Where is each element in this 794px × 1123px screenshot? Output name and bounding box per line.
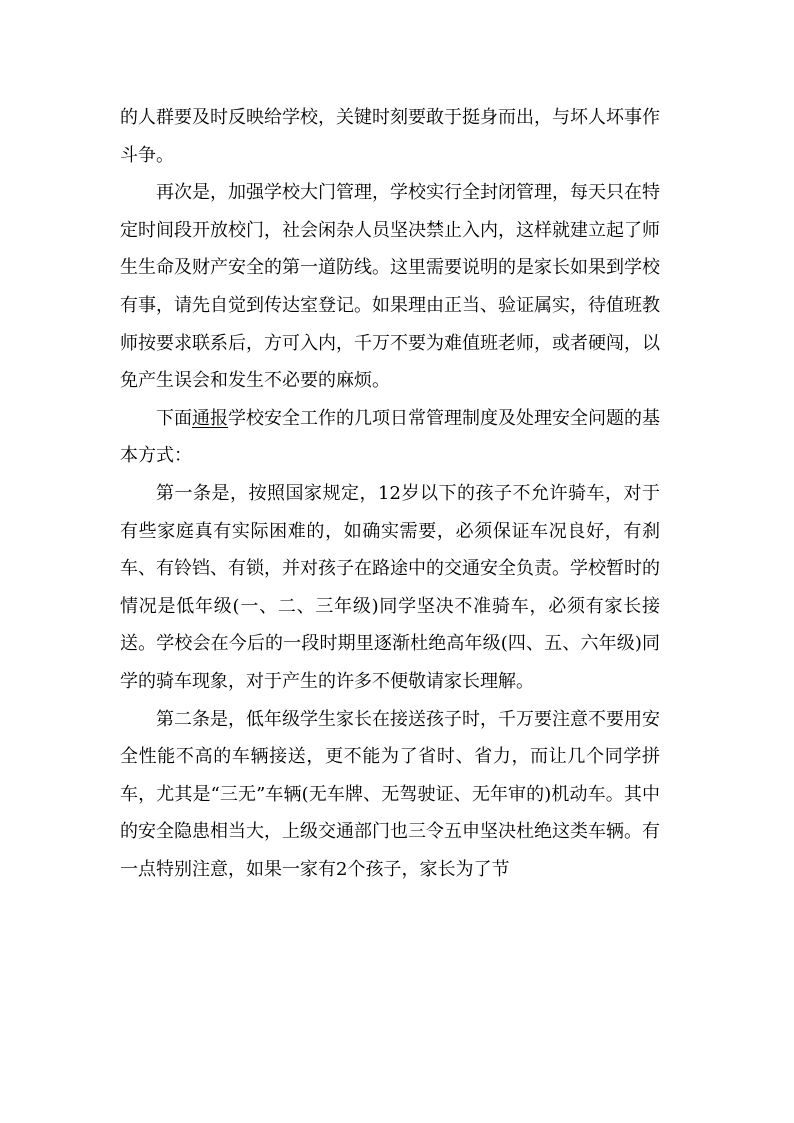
paragraph-gate-management: 再次是，加强学校大门管理，学校实行全封闭管理，每天只在特定时间段开放校门，社会闲杂人员坚决禁止入内，这样就建立起了师生生命及财产安全的第一道防线。这里需要说明的是家长如果到学校有事，请先自觉到传达室登记。如果理由正当、验证属实，待值班教师按要求联系后，方可入内，千万不要为难值班老师，或者硬闯，以免产生误会和发生不必要的麻烦。 bbox=[120, 182, 660, 392]
paragraph-intro-rules bbox=[120, 400, 660, 475]
underlined-word: 通报 bbox=[192, 407, 228, 429]
intro-text-after: 学校安全工作的几项日常管理制度及处理安全问题的基本方式： bbox=[120, 407, 660, 467]
paragraph-continuation: 的人群要及时反映给学校，关键时刻要敢于挺身而出，与坏人坏事作斗争。 bbox=[120, 107, 660, 166]
paragraph-rule-two: 第二条是，低年级学生家长在接送孩子时，千万要注意不要用安全性能不高的车辆接送，更不能为了省时、省力，而让几个同学拼车，尤其是“三无”车辆(无车牌、无驾驶证、无年审的)机动车。其中的安全隐患相当大，上级交通部门也三令五申坚决杜绝这类车辆。有一点特别注意，如果一家有2个孩子，家长为了节 bbox=[120, 708, 660, 880]
paragraph-rule-one: 第一条是，按照国家规定，12岁以下的孩子不允许骑车，对于有些家庭真有实际困难的，如确实需要，必须保证车况良好，有刹车、有铃铛、有锁，并对孩子在路途中的交通安全负责。学校暂时的情况是低年级(一、二、三年级)同学坚决不准骑车，必须有家长接送。学校会在今后的一段时期里逐渐杜绝高年级(四、五、六年级)同学的骑车现象，对于产生的许多不便敬请家长理解。 bbox=[120, 482, 660, 692]
document-body bbox=[120, 99, 660, 888]
intro-text-before: 下面 bbox=[156, 407, 192, 429]
